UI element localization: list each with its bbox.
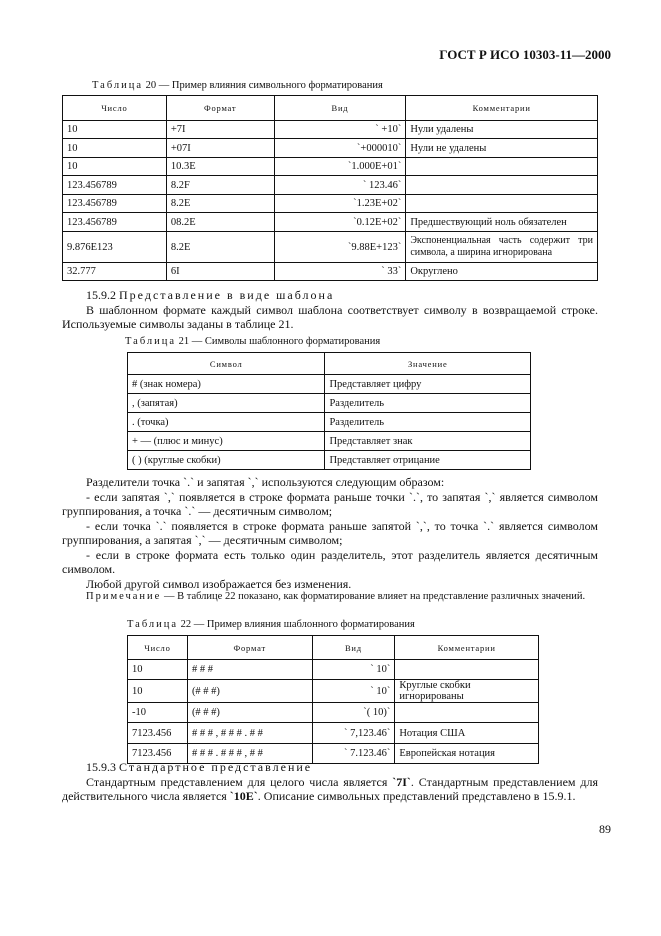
- table22-cell: # # # , # # # . # #: [187, 723, 312, 744]
- table-row: [63, 213, 598, 232]
- table-row: [128, 451, 531, 470]
- table22-caption-word: Таблица: [127, 619, 179, 630]
- document-header: ГОСТ Р ИСО 10303-11—2000: [439, 47, 611, 62]
- table22-cell: Европейская нотация: [395, 744, 539, 764]
- table22-cell: -10: [128, 703, 188, 723]
- table22-cell: [395, 703, 539, 723]
- table20-cell: 10: [63, 139, 167, 158]
- table20: [62, 95, 598, 281]
- table22-cell: ` 7,123.46`: [312, 723, 395, 744]
- table20-cell: 10.3E: [166, 158, 274, 176]
- separators-block: [62, 475, 598, 591]
- table20-cell: `9.88E+123`: [274, 232, 406, 263]
- section-1593-format-real: `10E`: [229, 789, 258, 803]
- table21-cell: Разделитель: [325, 394, 531, 413]
- separators-intro: Разделители точка `.` и запятая `,` используются следующим образом:: [86, 475, 445, 489]
- table20-cell: [406, 195, 598, 213]
- table21-cell: Разделитель: [325, 413, 531, 432]
- table22-cell: 10: [128, 660, 188, 680]
- note-label: Примечание: [86, 591, 162, 602]
- table20-col-format: Формат: [166, 96, 274, 121]
- table22-cell: # # # . # # # , # #: [187, 744, 312, 764]
- table20-cell: 08.2E: [166, 213, 274, 232]
- table20-col-number: Число: [63, 96, 167, 121]
- table21-header-row: [128, 353, 531, 375]
- table-row: [128, 680, 539, 703]
- table20-cell: Нули удалены: [406, 121, 598, 139]
- table21-cell: . (точка): [128, 413, 325, 432]
- table-row: [63, 195, 598, 213]
- section-1592-text: В шаблонном формате каждый символ шаблона соответствует символу в возвращаемой строке. Используемые символы заданы в таблице 21.: [62, 302, 598, 331]
- section-1592-title: Представление в виде шаблона: [119, 288, 335, 302]
- table20-cell: `1.23E+02`: [274, 195, 406, 213]
- table20-caption: [92, 80, 383, 91]
- table22-col-view: Вид: [312, 636, 395, 660]
- table22: [127, 635, 539, 764]
- table22-cell: (# # #): [187, 680, 312, 703]
- table22-cell: ` 10`: [312, 660, 395, 680]
- table-row: [128, 723, 539, 744]
- table20-caption-text: 20 — Пример влияния символьного форматирования: [143, 80, 383, 91]
- table20-cell: ` +10`: [274, 121, 406, 139]
- table-row: [128, 375, 531, 394]
- table22-cell: # # #: [187, 660, 312, 680]
- separators-other: Любой другой символ изображается без изменения.: [86, 576, 352, 591]
- table22-cell: `( 10)`: [312, 703, 395, 723]
- table22-cell: 10: [128, 680, 188, 703]
- table22-cell: Круглые скобки игнорированы: [395, 680, 539, 703]
- table-row: [63, 139, 598, 158]
- table20-cell: 10: [63, 158, 167, 176]
- section-1593-text-b: . Стандартным представлением для действительного числа является: [62, 774, 598, 803]
- table20-cell: `+000010`: [274, 139, 406, 158]
- table21-cell: Представляет цифру: [325, 375, 531, 394]
- table20-cell: 32.777: [63, 263, 167, 281]
- section-1593-text: [62, 775, 598, 804]
- table-row: [128, 413, 531, 432]
- table22-header-row: [128, 636, 539, 660]
- table20-cell: 8.2F: [166, 176, 274, 195]
- section-1593-title: Стандартное представление: [119, 760, 313, 774]
- section-1593: [62, 760, 598, 804]
- table22-col-comments: Комментарии: [395, 636, 539, 660]
- table20-cell: Экспоненциальная часть содержит три символа, а ширина игнорирована: [406, 232, 598, 263]
- table20-cell: `1.000E+01`: [274, 158, 406, 176]
- section-1593-heading: [62, 760, 598, 775]
- table-row: [128, 703, 539, 723]
- table22-cell: [395, 660, 539, 680]
- separators-item-3: - если в строке формата есть только один разделитель, этот разделитель является десятичным символом.: [62, 547, 598, 576]
- table20-cell: +07I: [166, 139, 274, 158]
- table21-cell: Представляет знак: [325, 432, 531, 451]
- table20-cell: Округлено: [406, 263, 598, 281]
- table20-col-comments: Комментарии: [406, 96, 598, 121]
- section-1593-format-integer: `7I`: [392, 774, 411, 789]
- table21-cell: ( ) (круглые скобки): [128, 451, 325, 470]
- table22-cell: Нотация США: [395, 723, 539, 744]
- table20-cell: 123.456789: [63, 195, 167, 213]
- table22-cell: (# # #): [187, 703, 312, 723]
- table20-header-row: [63, 96, 598, 121]
- table21-caption: [125, 336, 380, 347]
- separators-item-1: - если запятая `,` появляется в строке формата раньше точки `.`, то запятая `,` является символом группирования, а точка `.` — десятичным символом;: [62, 489, 598, 518]
- table20-col-view: Вид: [274, 96, 406, 121]
- table20-cell: 123.456789: [63, 176, 167, 195]
- section-1592-heading: [62, 288, 598, 303]
- section-1592-number: 15.9.2: [86, 288, 116, 302]
- table20-caption-word: Таблица: [92, 80, 144, 91]
- table-row: [63, 176, 598, 195]
- table21-col-meaning: Значение: [325, 353, 531, 375]
- table-row: [63, 263, 598, 281]
- table20-cell: 6I: [166, 263, 274, 281]
- table22-cell: 7123.456: [128, 744, 188, 764]
- table20-cell: 8.2E: [166, 195, 274, 213]
- table-row: [128, 394, 531, 413]
- table20-cell: 123.456789: [63, 213, 167, 232]
- table22-caption: [127, 619, 415, 630]
- table20-cell: 8.2E: [166, 232, 274, 263]
- note: [62, 590, 598, 604]
- table-row: [63, 158, 598, 176]
- page-number: 89: [599, 822, 611, 836]
- section-1593-text-c: . Описание символьных представлений представлено в 15.9.1.: [257, 789, 576, 803]
- table22-col-format: Формат: [187, 636, 312, 660]
- table22-cell: ` 10`: [312, 680, 395, 703]
- table20-cell: `0.12E+02`: [274, 213, 406, 232]
- table20-cell: ` 33`: [274, 263, 406, 281]
- table22-col-number: Число: [128, 636, 188, 660]
- table21-col-symbol: Символ: [128, 353, 325, 375]
- table20-cell: 10: [63, 121, 167, 139]
- table21-caption-word: Таблица: [125, 336, 177, 347]
- table21-cell: + — (плюс и минус): [128, 432, 325, 451]
- table20-cell: [406, 158, 598, 176]
- table20-cell: Нули не удалены: [406, 139, 598, 158]
- table20-cell: Предшествующий ноль обязателен: [406, 213, 598, 232]
- table22-cell: ` 7.123.46`: [312, 744, 395, 764]
- table21-cell: Представляет отрицание: [325, 451, 531, 470]
- table20-cell: 9.876E123: [63, 232, 167, 263]
- table21-cell: , (запятая): [128, 394, 325, 413]
- table21-cell: # (знак номера): [128, 375, 325, 394]
- note-text: — В таблице 22 показано, как форматирование влияет на представление различных значений.: [161, 591, 586, 602]
- section-1593-number: 15.9.3: [86, 760, 116, 774]
- table-row: [128, 432, 531, 451]
- section-1593-text-a: Стандартным представлением для целого числа является: [86, 774, 393, 789]
- table20-cell: [406, 176, 598, 195]
- table21-caption-text: 21 — Символы шаблонного форматирования: [176, 336, 381, 347]
- table22-cell: 7123.456: [128, 723, 188, 744]
- table-row: [63, 121, 598, 139]
- table22-caption-text: 22 — Пример влияния шаблонного форматирования: [178, 619, 415, 630]
- table-row: [63, 232, 598, 263]
- table21: [127, 352, 531, 470]
- section-1592: [62, 288, 598, 332]
- table20-cell: +7I: [166, 121, 274, 139]
- table20-cell: ` 123.46`: [274, 176, 406, 195]
- table-row: [128, 660, 539, 680]
- separators-item-2: - если точка `.` появляется в строке формата раньше запятой `,`, то точка `.` является символом группирования, а запятая `,` — десятичным символом;: [62, 518, 598, 547]
